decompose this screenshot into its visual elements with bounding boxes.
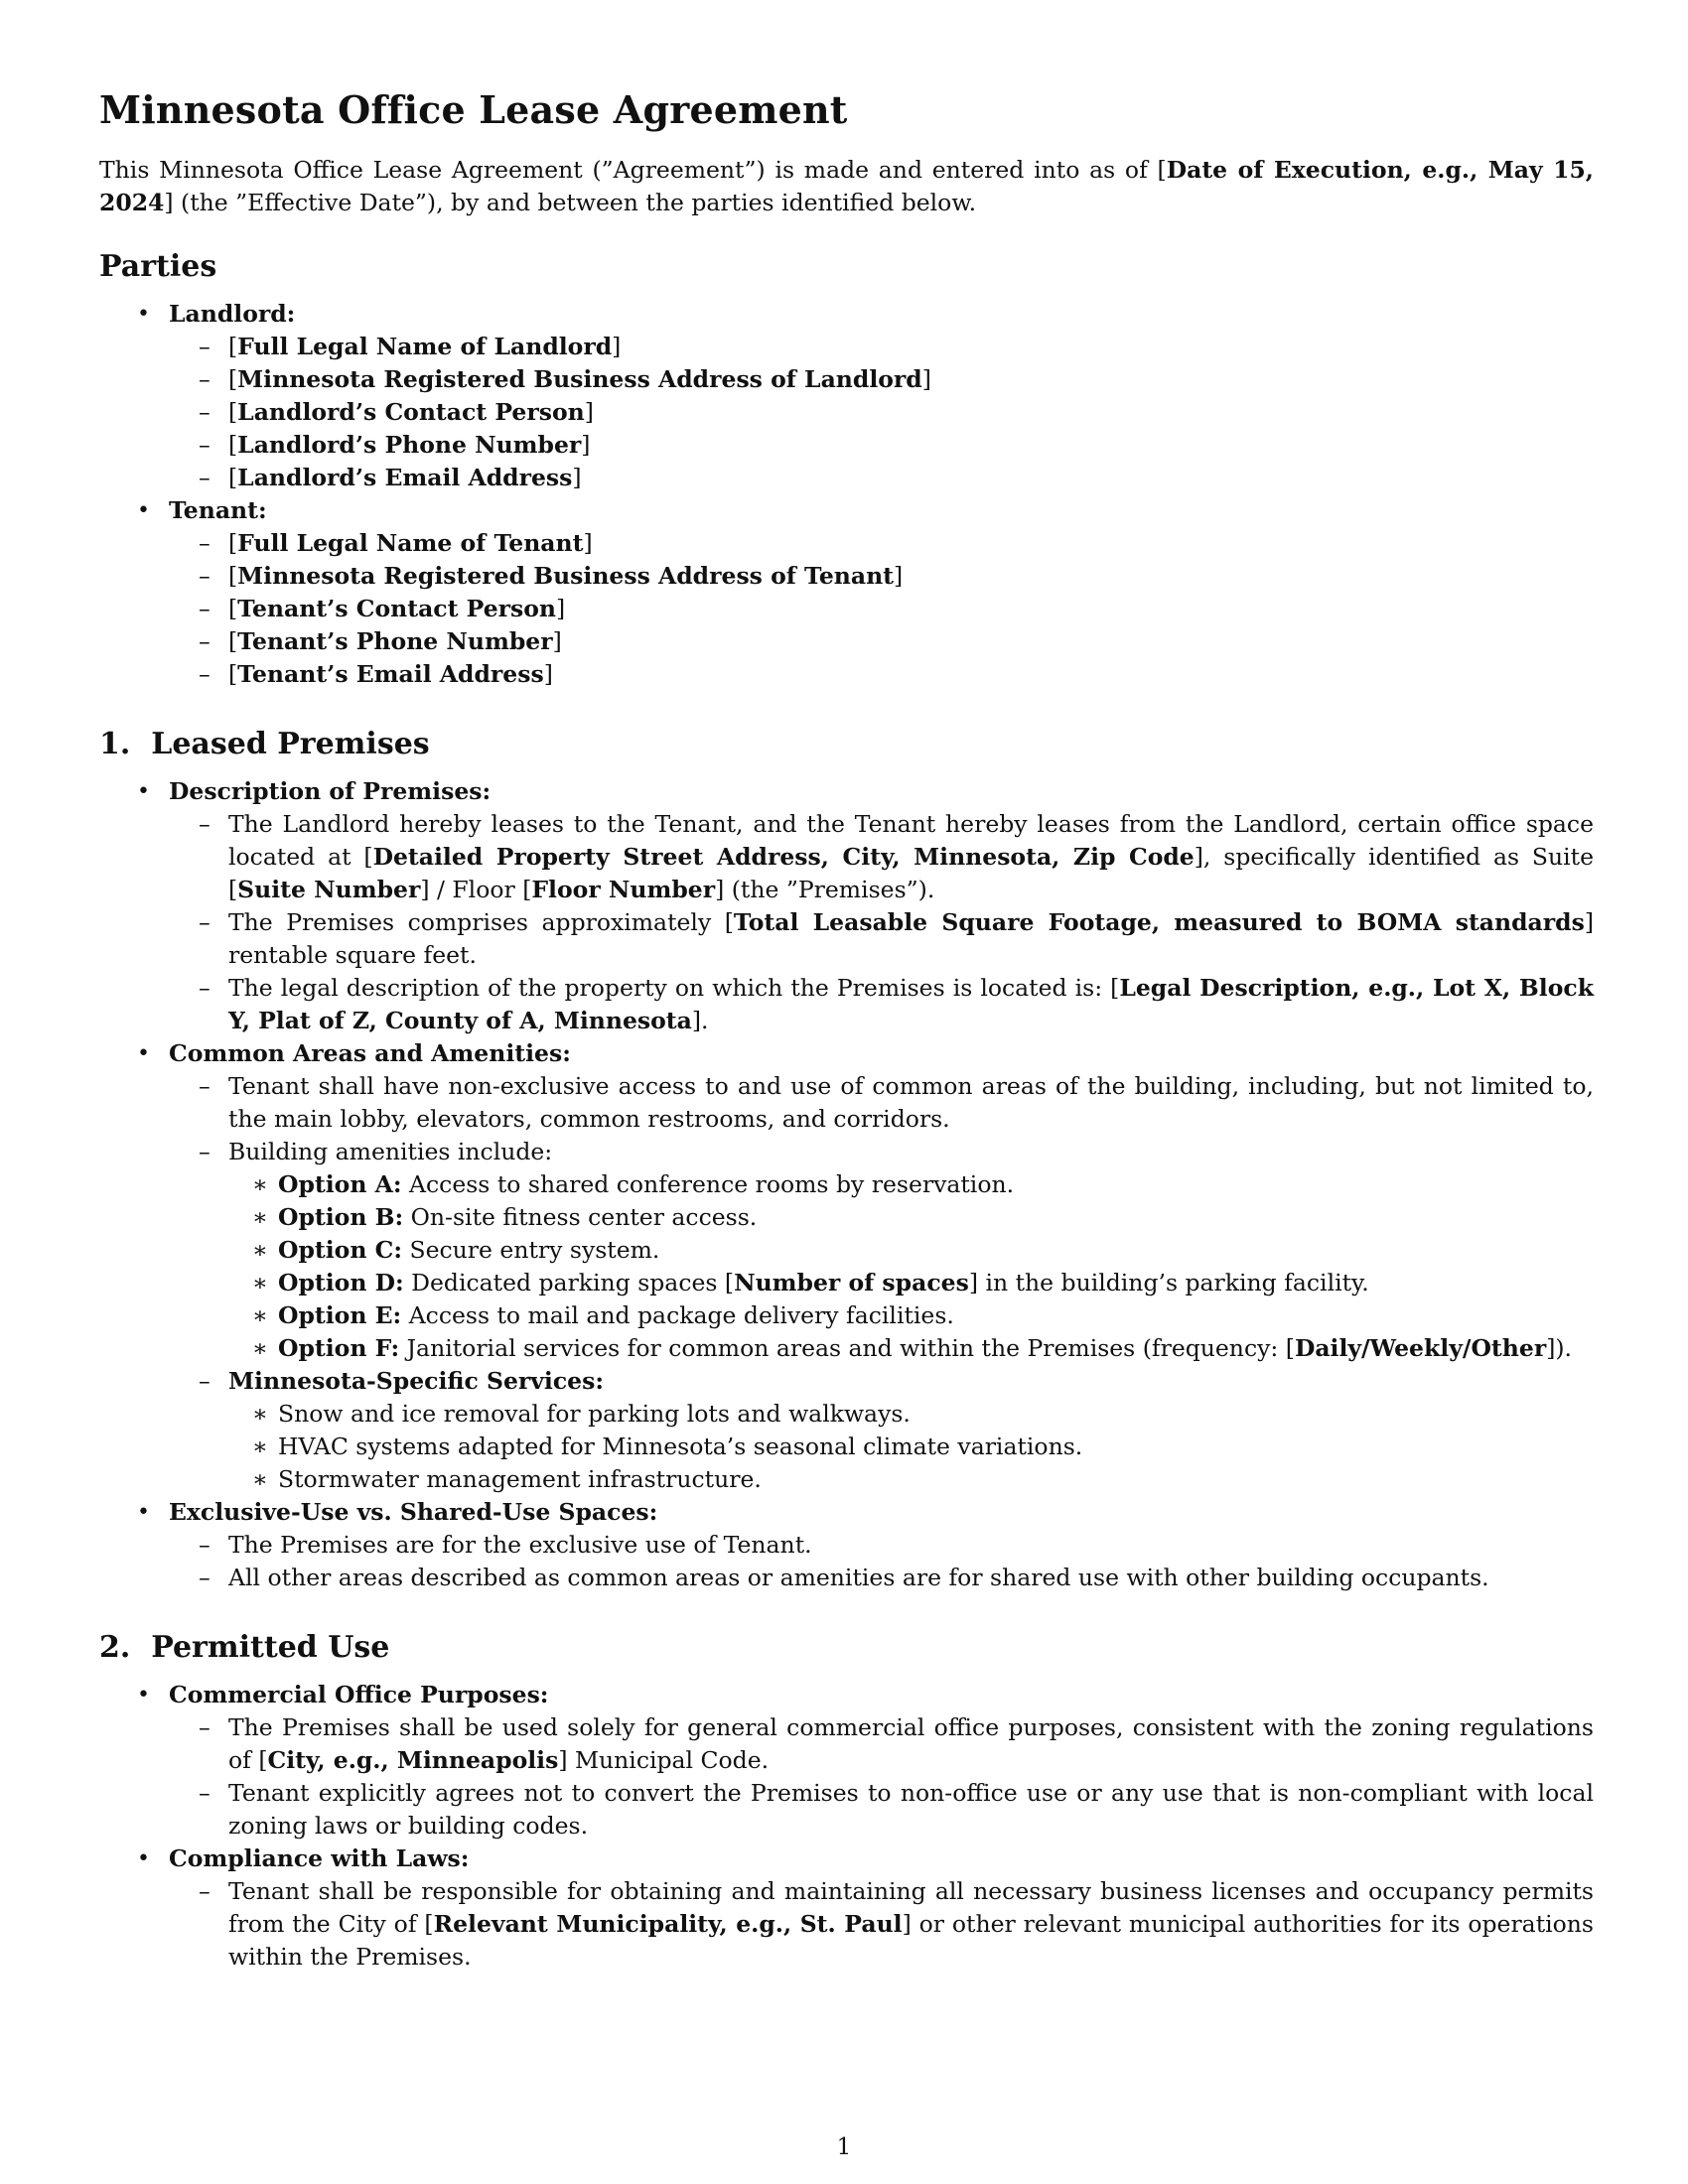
dash-icon: – bbox=[199, 1072, 211, 1100]
page-number: 1 bbox=[836, 2134, 852, 2160]
landlord-label: Landlord: bbox=[169, 300, 296, 328]
list-item: – All other areas described as common areas or amenities are for shared use with other building occupants. bbox=[169, 1562, 1594, 1594]
asterisk-icon: ∗ bbox=[252, 1301, 268, 1329]
dash-icon: – bbox=[199, 1564, 211, 1591]
document-title: Minnesota Office Lease Agreement bbox=[99, 87, 848, 132]
dash-icon: – bbox=[199, 529, 211, 557]
list-item: ∗ Stormwater management infrastructure. bbox=[228, 1463, 1594, 1496]
list-item: – Tenant shall be responsible for obtaining and maintaining all necessary business licenses and occupancy permits from the City of [Relevant Municipality, e.g., St. Paul] or other relevant municipal authorities for its operations within the Premises. bbox=[199, 1877, 1594, 1971]
asterisk-icon: ∗ bbox=[252, 1269, 268, 1297]
list-item: – [Full Legal Name of Landlord] bbox=[169, 331, 1594, 363]
option-item: ∗ Option E: Access to mail and package delivery facilities. bbox=[228, 1299, 1594, 1332]
list-item: – The legal description of the property on which the Premises is located is: [Legal Description, e.g., Lot X, Block Y, Plat of Z, County of A, Minnesota]. bbox=[199, 974, 1594, 1034]
list-item: – Tenant shall have non-exclusive access to and use of common areas of the building, including, but not limited to, the main lobby, elevators, common restrooms, and corridors. bbox=[199, 1072, 1594, 1133]
dash-icon: – bbox=[199, 595, 211, 622]
list-item: ∗ Snow and ice removal for parking lots and walkways. bbox=[228, 1398, 1594, 1431]
bullet-icon: • bbox=[137, 1846, 150, 1871]
amenities-options bbox=[228, 1168, 1594, 1365]
bullet-icon: • bbox=[137, 1500, 150, 1525]
document-page bbox=[99, 87, 1594, 1974]
dash-icon: – bbox=[199, 1779, 211, 1807]
tenant-label: Tenant: bbox=[169, 496, 267, 524]
option-item: ∗ Option D: Dedicated parking spaces [Number of spaces] in the building’s parking facility. bbox=[228, 1267, 1594, 1299]
asterisk-icon: ∗ bbox=[252, 1236, 268, 1264]
dash-icon: – bbox=[199, 1367, 211, 1395]
dash-icon: – bbox=[199, 398, 211, 426]
section-1-heading: 1. Leased Premises bbox=[99, 727, 430, 761]
option-item: ∗ Option C: Secure entry system. bbox=[228, 1234, 1594, 1267]
dash-icon: – bbox=[199, 1531, 211, 1559]
asterisk-icon: ∗ bbox=[252, 1203, 268, 1231]
parties-heading: Parties bbox=[99, 249, 217, 284]
dash-icon: – bbox=[199, 1713, 211, 1741]
dash-icon: – bbox=[199, 365, 211, 393]
list-item: – The Premises shall be used solely for general commercial office purposes, consistent with the zoning regulations of [City, e.g., Minneapolis] Municipal Code. bbox=[199, 1713, 1594, 1774]
asterisk-icon: ∗ bbox=[252, 1400, 268, 1428]
commercial-purposes-item: • Commercial Office Purposes: – The Premises shall be used solely for general commercial office purposes, consistent with the zoning regulations of [City, e.g., Minneapolis] Municipal Code. – Tenant explicitly agrees not to convert the Premises to non-office use or any use that is non-compliant with local zoning laws or building codes. bbox=[99, 1679, 1594, 1843]
option-item: ∗ Option A: Access to shared conference rooms by reservation. bbox=[228, 1168, 1594, 1201]
option-item: ∗ Option F: Janitorial services for common areas and within the Premises (frequency: [Daily/Weekly/Other]). bbox=[228, 1332, 1594, 1365]
dash-icon: – bbox=[199, 464, 211, 491]
dash-icon: – bbox=[199, 431, 211, 459]
dash-icon: – bbox=[199, 333, 211, 360]
list-item: – Building amenities include: ∗ Option A: Access to shared conference rooms by reservation. ∗ Option B: On-site fitness center access. ∗ Option C: Secure entry system. ∗ Option D: Dedicated parking spaces [Number of spaces] in the building’s parking facility. ∗ Option E: Access to mail and package delivery facilities. ∗ Option F: Janitorial services for common areas and within the Premises (frequency: [Daily/Weekly/Other]). bbox=[169, 1136, 1594, 1365]
list-item: – Minnesota-Specific Services: ∗ Snow and ice removal for parking lots and walkways. ∗ HVAC systems adapted for Minnesota’s seasonal climate variations. ∗ Stormwater management infrastructure. bbox=[169, 1365, 1594, 1496]
list-item: – [Full Legal Name of Tenant] bbox=[169, 527, 1594, 560]
description-item: • Description of Premises: – The Landlord hereby leases to the Tenant, and the Tenant hereby leases from the Landlord, certain office space located at [Detailed Property Street Address, City, Minnesota, Zip Code], specifically identified as Suite [Suite Number] / Floor [Floor Number] (the ”Premises”). – The Premises comprises approximately [Total Leasable Square Footage, measured to BOMA standards] rentable square feet. – The legal description of the property on which the Premises is located is: [Legal Description, e.g., Lot X, Block Y, Plat of Z, County of A, Minnesota]. bbox=[99, 775, 1594, 1037]
asterisk-icon: ∗ bbox=[252, 1334, 268, 1362]
common-areas-item: • Common Areas and Amenities: – Tenant shall have non-exclusive access to and use of common areas of the building, including, but not limited to, the main lobby, elevators, common restrooms, and corridors. – Building amenities include: ∗ Option A: Access to shared conference rooms by reservation. ∗ Option B: On-site fitness center access. ∗ Option C: Secure entry system. ∗ Option D: Dedicated parking spaces [Number of spaces] in the building’s parking facility. ∗ Option E: Access to mail and package delivery facilities. ∗ Option F: Janitorial services for common areas and within the Premises (frequency: [Daily/Weekly/Other]). – Minnesota-Specific Services: ∗ Snow and ice removal for parking lots and walkways. ∗ HVAC systems adapted for Minnesota’s seasonal climate variations. ∗ Stormwater management infrastructure. bbox=[99, 1037, 1594, 1496]
tenant-details bbox=[169, 527, 1594, 691]
dash-icon: – bbox=[199, 1138, 211, 1165]
list-item: – Tenant explicitly agrees not to convert the Premises to non-office use or any use that is non-compliant with local zoning laws or building codes. bbox=[199, 1779, 1594, 1840]
bullet-icon: • bbox=[137, 1683, 150, 1707]
landlord-item bbox=[99, 298, 1594, 494]
list-item: – [Minnesota Registered Business Address of Tenant] bbox=[169, 560, 1594, 593]
minnesota-services bbox=[228, 1398, 1594, 1496]
dash-icon: – bbox=[199, 627, 211, 655]
dash-icon: – bbox=[199, 562, 211, 590]
option-item: ∗ Option B: On-site fitness center access. bbox=[228, 1201, 1594, 1234]
dash-icon: – bbox=[199, 660, 211, 688]
list-item: – The Landlord hereby leases to the Tenant, and the Tenant hereby leases from the Landlord, certain office space located at [Detailed Property Street Address, City, Minnesota, Zip Code], specifically identified as Suite [Suite Number] / Floor [Floor Number] (the ”Premises”). bbox=[199, 810, 1595, 903]
intro-paragraph: This Minnesota Office Lease Agreement (”Agreement”) is made and entered into as of [Date of Execution, e.g., May 15, 2024] (the ”Effective Date”), by and between the parties identified below. bbox=[99, 156, 1594, 216]
parties-list bbox=[99, 298, 1594, 691]
list-item: – [Landlord’s Email Address] bbox=[169, 462, 1594, 494]
section-2-list bbox=[99, 1679, 1594, 1974]
list-item: – [Tenant’s Phone Number] bbox=[169, 625, 1594, 658]
section-1-list bbox=[99, 775, 1594, 1594]
list-item: – [Landlord’s Phone Number] bbox=[169, 429, 1594, 462]
list-item: ∗ HVAC systems adapted for Minnesota’s seasonal climate variations. bbox=[228, 1431, 1594, 1463]
asterisk-icon: ∗ bbox=[252, 1433, 268, 1460]
dash-icon: – bbox=[199, 974, 211, 1002]
list-item: – [Tenant’s Email Address] bbox=[169, 658, 1594, 691]
bullet-icon: • bbox=[137, 302, 150, 327]
execution-date-placeholder: Date of Execution, e.g., May 15, 2024 bbox=[99, 156, 1594, 216]
list-item: – [Tenant’s Contact Person] bbox=[169, 593, 1594, 625]
asterisk-icon: ∗ bbox=[252, 1465, 268, 1493]
dash-icon: – bbox=[199, 908, 211, 936]
list-item: – The Premises are for the exclusive use of Tenant. bbox=[169, 1529, 1594, 1562]
exclusive-use-item: • Exclusive-Use vs. Shared-Use Spaces: – The Premises are for the exclusive use of Tenant. – All other areas described as common areas or amenities are for shared use with other building occupants. bbox=[99, 1496, 1594, 1594]
dash-icon: – bbox=[199, 810, 211, 838]
compliance-item: • Compliance with Laws: – Tenant shall be responsible for obtaining and maintaining all necessary business licenses and occupancy permits from the City of [Relevant Municipality, e.g., St. Paul] or other relevant municipal authorities for its operations within the Premises. bbox=[99, 1843, 1594, 1974]
asterisk-icon: ∗ bbox=[252, 1170, 268, 1198]
bullet-icon: • bbox=[137, 779, 150, 804]
tenant-item bbox=[99, 494, 1594, 691]
landlord-details bbox=[169, 331, 1594, 494]
dash-icon: – bbox=[199, 1877, 211, 1905]
list-item: – [Landlord’s Contact Person] bbox=[169, 396, 1594, 429]
bullet-icon: • bbox=[137, 1041, 150, 1066]
list-item: – The Premises comprises approximately [Total Leasable Square Footage, measured to BOMA standards] rentable square feet. bbox=[199, 908, 1594, 969]
list-item: – [Minnesota Registered Business Address of Landlord] bbox=[169, 363, 1594, 396]
bullet-icon: • bbox=[137, 498, 150, 523]
section-2-heading: 2. Permitted Use bbox=[99, 1630, 390, 1665]
